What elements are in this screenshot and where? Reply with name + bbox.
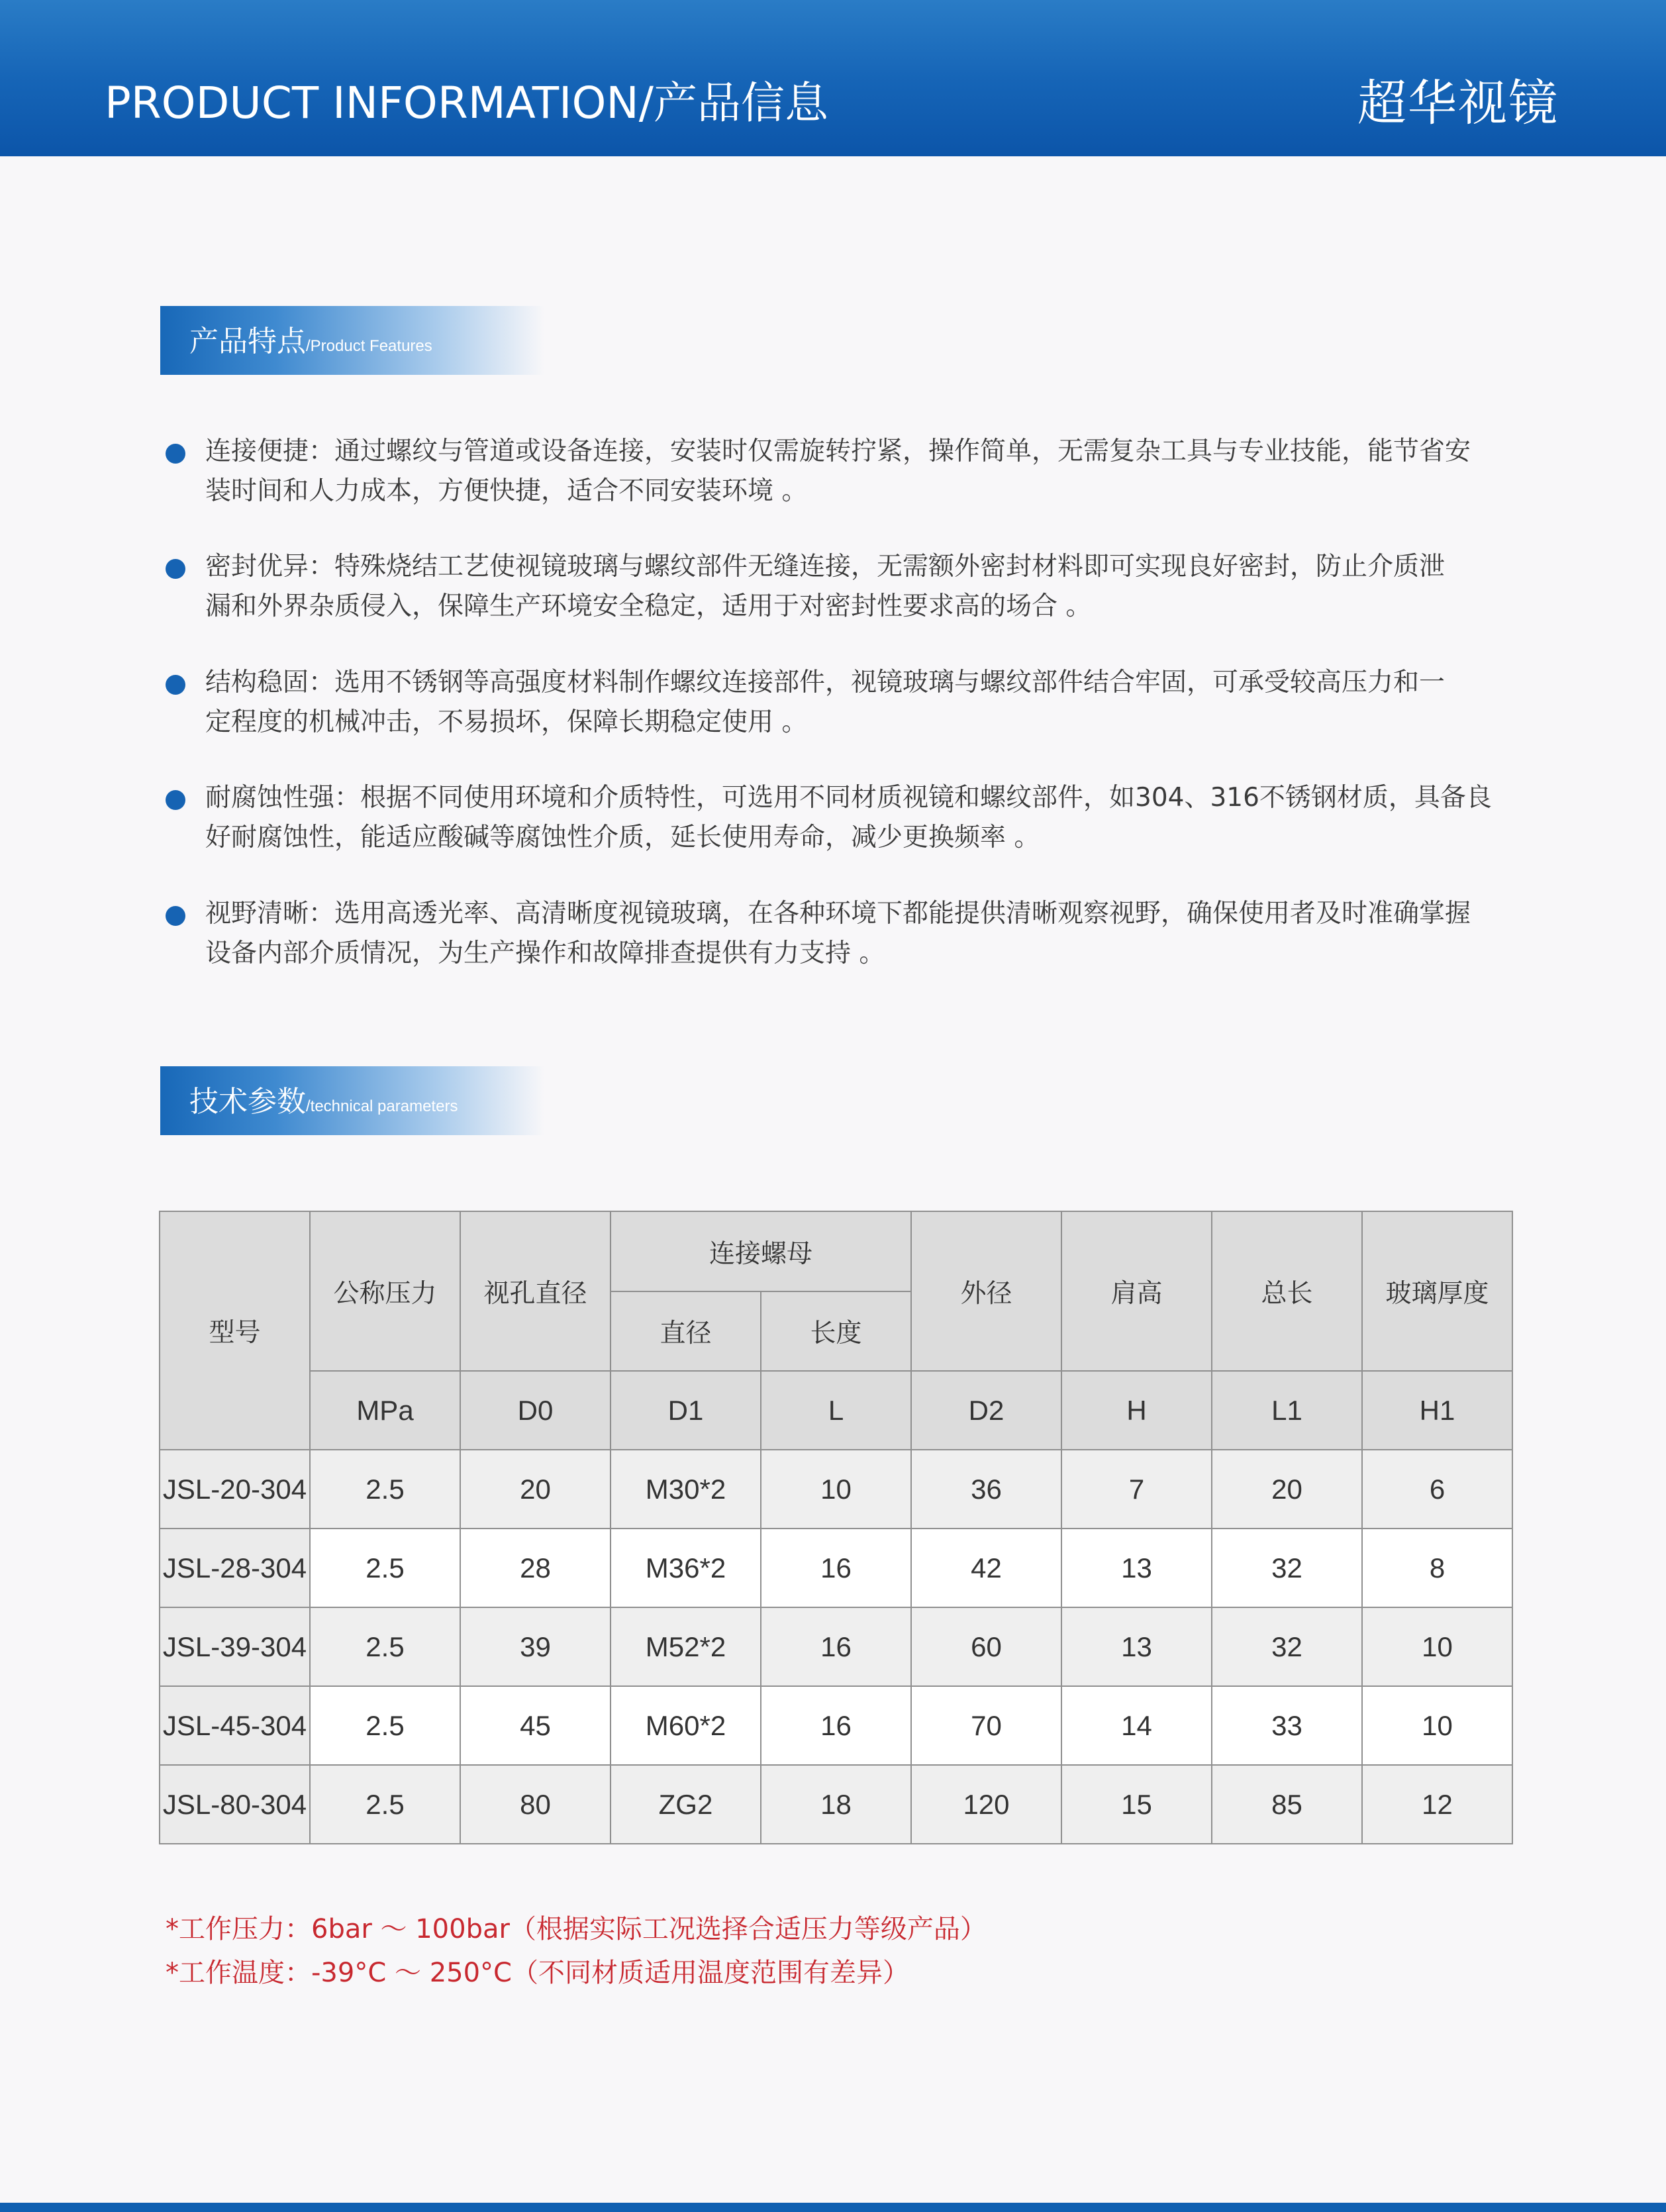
table-row bbox=[160, 1765, 1512, 1844]
feature-line: 定程度的机械冲击，不易损坏，保障长期稳定使用 。 bbox=[205, 707, 808, 737]
unit-cell: D1 bbox=[611, 1371, 761, 1450]
bullet-dot-icon bbox=[166, 444, 185, 464]
table-row bbox=[160, 1529, 1512, 1607]
h1-cell: 6 bbox=[1362, 1450, 1512, 1529]
features-section-title bbox=[189, 323, 432, 365]
bullet-dot-icon bbox=[166, 559, 185, 579]
feature-text bbox=[205, 432, 1523, 511]
bullet-dot-icon bbox=[166, 790, 185, 810]
pressure-cell: 2.5 bbox=[310, 1450, 460, 1529]
table-row bbox=[160, 1450, 1512, 1529]
notes bbox=[166, 1907, 987, 1995]
parameters-table bbox=[159, 1211, 1513, 1844]
l-cell: 18 bbox=[761, 1765, 911, 1844]
d2-cell: 36 bbox=[911, 1450, 1061, 1529]
h1-cell: 10 bbox=[1362, 1686, 1512, 1765]
model-cell: JSL-20-304 bbox=[160, 1450, 310, 1529]
header-brand: 超华视镜 bbox=[1357, 75, 1559, 132]
d1-cell: M36*2 bbox=[611, 1529, 761, 1607]
table-row bbox=[160, 1607, 1512, 1686]
h-cell: 13 bbox=[1061, 1529, 1212, 1607]
l1-cell: 20 bbox=[1212, 1450, 1362, 1529]
feature-line: 漏和外界杂质侵入，保障生产环境安全稳定，适用于对密封性要求高的场合 。 bbox=[205, 591, 1092, 621]
header-pressure: 公称压力 bbox=[310, 1211, 460, 1371]
d0-cell: 80 bbox=[460, 1765, 611, 1844]
l-cell: 16 bbox=[761, 1607, 911, 1686]
header-model: 型号 bbox=[160, 1211, 310, 1450]
l-cell: 10 bbox=[761, 1450, 911, 1529]
feature-line: 耐腐蚀性强：根据不同使用环境和介质特性，可选用不同材质视镜和螺纹部件，如304、316不锈钢材质，具备良 bbox=[205, 783, 1492, 813]
header-shoulder-height: 肩高 bbox=[1061, 1211, 1212, 1371]
unit-cell: D0 bbox=[460, 1371, 611, 1450]
d2-cell: 70 bbox=[911, 1686, 1061, 1765]
pressure-cell: 2.5 bbox=[310, 1529, 460, 1607]
header-hole-diameter: 视孔直径 bbox=[460, 1211, 611, 1371]
params-section-title bbox=[189, 1083, 458, 1125]
feature-line: 设备内部介质情况，为生产操作和故障排查提供有力支持 。 bbox=[205, 938, 885, 968]
bullet-dot-icon bbox=[166, 906, 185, 926]
note-pressure: *工作压力：6bar ～ 100bar（根据实际工况选择合适压力等级产品） bbox=[166, 1914, 987, 1944]
header-glass-thickness: 玻璃厚度 bbox=[1362, 1211, 1512, 1371]
d1-cell: ZG2 bbox=[611, 1765, 761, 1844]
unit-cell: H bbox=[1061, 1371, 1212, 1450]
h-cell: 14 bbox=[1061, 1686, 1212, 1765]
bottom-bar bbox=[0, 2203, 1666, 2212]
h1-cell: 8 bbox=[1362, 1529, 1512, 1607]
feature-text bbox=[205, 663, 1523, 742]
l-cell: 16 bbox=[761, 1529, 911, 1607]
feature-line: 连接便捷：通过螺纹与管道或设备连接，安装时仅需旋转拧紧，操作简单，无需复杂工具与专业技能，能节省安 bbox=[205, 436, 1471, 466]
feature-text bbox=[205, 778, 1523, 858]
pressure-cell: 2.5 bbox=[310, 1686, 460, 1765]
feature-line: 好耐腐蚀性，能适应酸碱等腐蚀性介质，延长使用寿命，减少更换频率 。 bbox=[205, 823, 1040, 852]
feature-line: 视野清晰：选用高透光率、高清晰度视镜玻璃，在各种环境下都能提供清晰观察视野，确保使用者及时准确掌握 bbox=[205, 899, 1471, 929]
unit-cell: L bbox=[761, 1371, 911, 1450]
h1-cell: 10 bbox=[1362, 1607, 1512, 1686]
features-section-tab bbox=[160, 306, 544, 375]
feature-line: 密封优异：特殊烧结工艺使视镜玻璃与螺纹部件无缝连接，无需额外密封材料即可实现良好密封，防止介质泄 bbox=[205, 552, 1446, 581]
h-cell: 7 bbox=[1061, 1450, 1212, 1529]
header-nut-group: 连接螺母 bbox=[611, 1211, 911, 1291]
d1-cell: M30*2 bbox=[611, 1450, 761, 1529]
pressure-cell: 2.5 bbox=[310, 1607, 460, 1686]
model-cell: JSL-80-304 bbox=[160, 1765, 310, 1844]
note-temperature: *工作温度：-39°C ～ 250°C（不同材质适用温度范围有差异） bbox=[166, 1958, 909, 1988]
header-outer-diameter: 外径 bbox=[911, 1211, 1061, 1371]
model-cell: JSL-28-304 bbox=[160, 1529, 310, 1607]
pressure-cell: 2.5 bbox=[310, 1765, 460, 1844]
l1-cell: 85 bbox=[1212, 1765, 1362, 1844]
header-total-length: 总长 bbox=[1212, 1211, 1362, 1371]
d0-cell: 20 bbox=[460, 1450, 611, 1529]
d0-cell: 45 bbox=[460, 1686, 611, 1765]
h1-cell: 12 bbox=[1362, 1765, 1512, 1844]
feature-text bbox=[205, 894, 1523, 974]
l1-cell: 32 bbox=[1212, 1529, 1362, 1607]
d2-cell: 42 bbox=[911, 1529, 1061, 1607]
h-cell: 15 bbox=[1061, 1765, 1212, 1844]
feature-line: 结构稳固：选用不锈钢等高强度材料制作螺纹连接部件，视镜玻璃与螺纹部件结合牢固，可承受较高压力和一 bbox=[205, 668, 1446, 697]
feature-text bbox=[205, 547, 1523, 627]
unit-cell: H1 bbox=[1362, 1371, 1512, 1450]
unit-cell: L1 bbox=[1212, 1371, 1362, 1450]
d0-cell: 39 bbox=[460, 1607, 611, 1686]
bullet-dot-icon bbox=[166, 675, 185, 695]
unit-cell: D2 bbox=[911, 1371, 1061, 1450]
feature-line: 装时间和人力成本，方便快捷，适合不同安装环境 。 bbox=[205, 476, 808, 506]
l1-cell: 32 bbox=[1212, 1607, 1362, 1686]
params-title-cn: 技术参数 bbox=[189, 1085, 306, 1119]
d1-cell: M52*2 bbox=[611, 1607, 761, 1686]
header-nut-diameter: 直径 bbox=[611, 1291, 761, 1371]
d2-cell: 60 bbox=[911, 1607, 1061, 1686]
header-nut-length: 长度 bbox=[761, 1291, 911, 1371]
model-cell: JSL-39-304 bbox=[160, 1607, 310, 1686]
d2-cell: 120 bbox=[911, 1765, 1061, 1844]
features-title-en: /Product Features bbox=[306, 337, 432, 355]
unit-cell: MPa bbox=[310, 1371, 460, 1450]
model-cell: JSL-45-304 bbox=[160, 1686, 310, 1765]
page-header bbox=[0, 0, 1666, 156]
header-title: PRODUCT INFORMATION/产品信息 bbox=[105, 77, 829, 128]
d1-cell: M60*2 bbox=[611, 1686, 761, 1765]
params-title-en: /technical parameters bbox=[306, 1097, 458, 1115]
features-title-cn: 产品特点 bbox=[189, 325, 306, 358]
params-section-tab bbox=[160, 1066, 544, 1135]
l1-cell: 33 bbox=[1212, 1686, 1362, 1765]
l-cell: 16 bbox=[761, 1686, 911, 1765]
d0-cell: 28 bbox=[460, 1529, 611, 1607]
table-row bbox=[160, 1686, 1512, 1765]
h-cell: 13 bbox=[1061, 1607, 1212, 1686]
